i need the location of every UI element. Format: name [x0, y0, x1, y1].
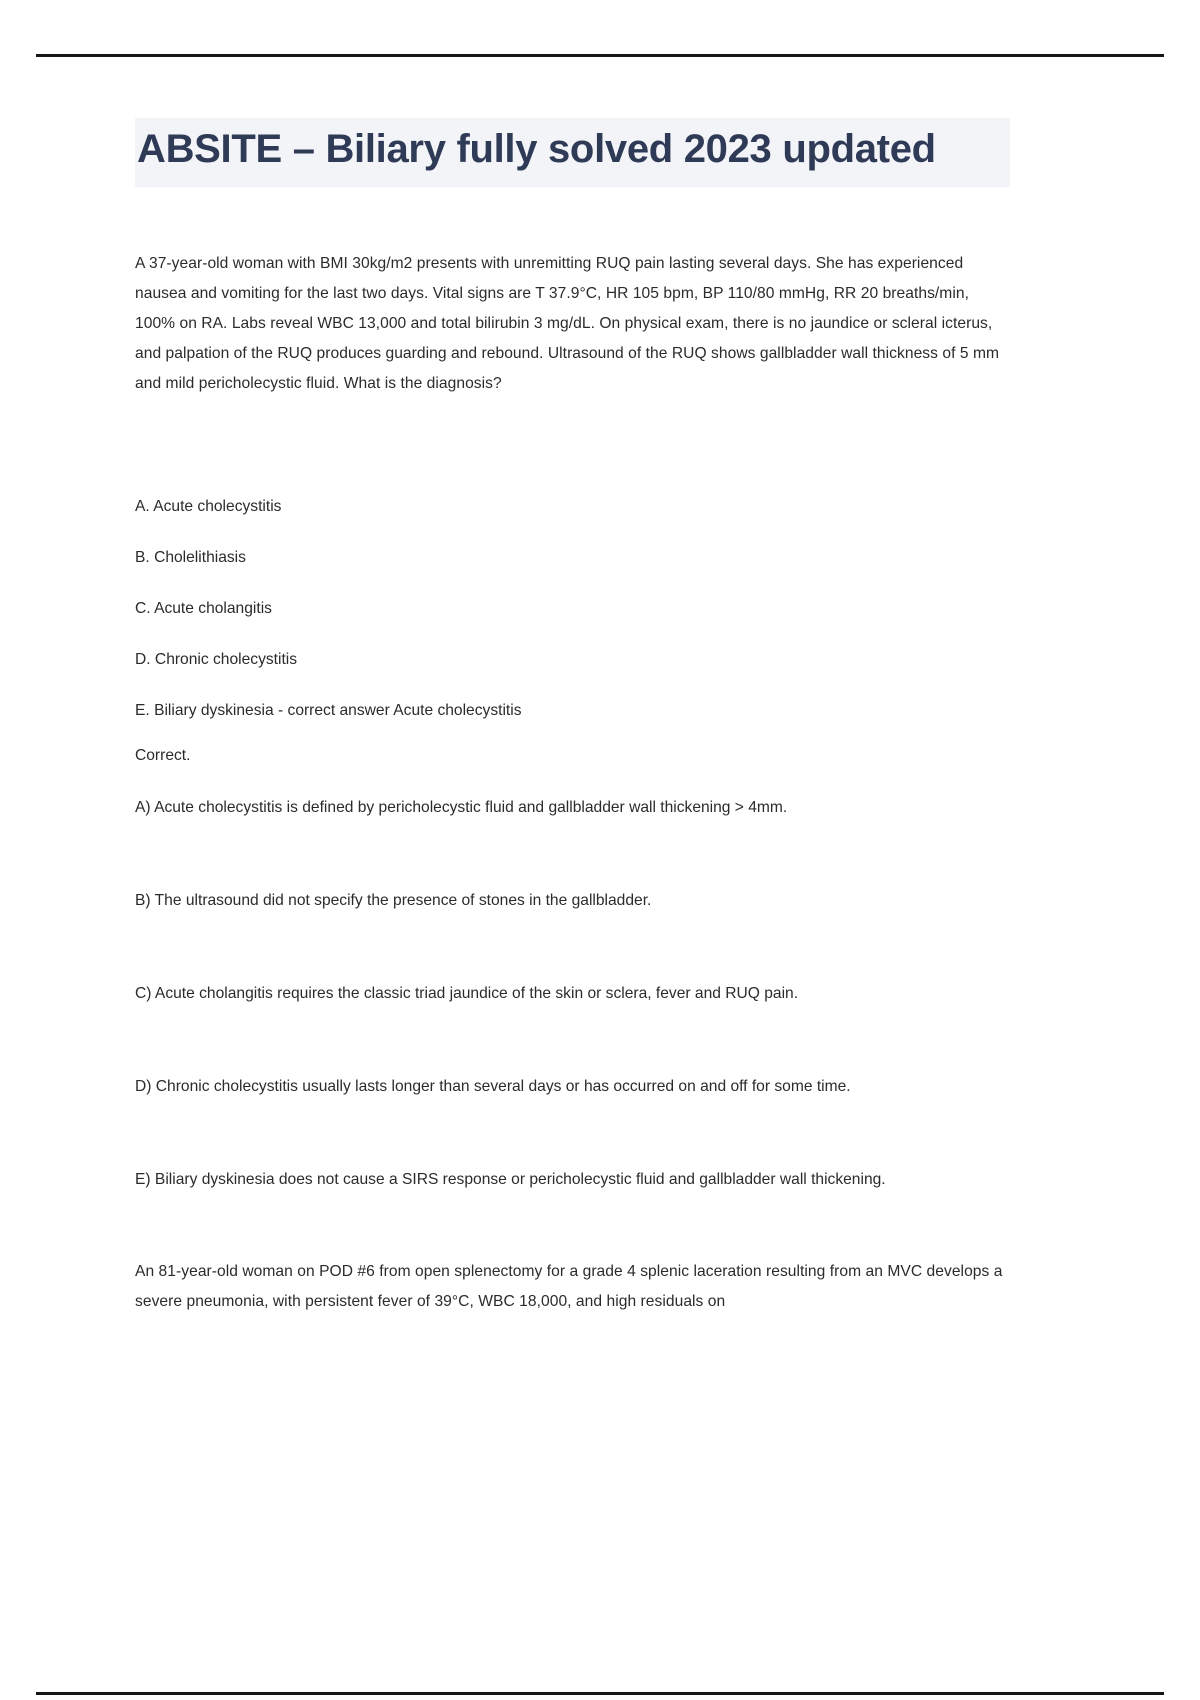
option-d[interactable]: D. Chronic cholecystitis [135, 651, 298, 669]
explanation-e: E) Biliary dyskinesia does not cause a SIRS response or pericholecystic fluid and gallbladder wall thickening. [135, 1171, 886, 1189]
explanation-a: A) Acute cholecystitis is defined by pericholecystic fluid and gallbladder wall thickening > 4mm. [135, 799, 788, 817]
option-e[interactable]: E. Biliary dyskinesia - correct answer Acute cholecystitis [135, 702, 522, 720]
explanation-c: C) Acute cholangitis requires the classic triad jaundice of the skin or sclera, fever and RUQ pain. [135, 985, 799, 1003]
title-banner [135, 118, 1010, 187]
explanation-b: B) The ultrasound did not specify the presence of stones in the gallbladder. [135, 892, 652, 910]
option-a[interactable]: A. Acute cholecystitis [135, 498, 282, 516]
page-title: ABSITE – Biliary fully solved 2023 updated [137, 127, 936, 171]
page-bottom-rule [36, 1692, 1164, 1695]
question-2-vignette: An 81-year-old woman on POD #6 from open splenectomy for a grade 4 splenic laceration resulting from an MVC develops a severe pneumonia, with persistent fever of 39°C, WBC 18,000, and high residuals on [135, 1263, 1003, 1311]
page-top-rule [36, 54, 1164, 57]
question-2-section [135, 1257, 1010, 1317]
option-b[interactable]: B. Cholelithiasis [135, 549, 246, 567]
answer-verdict: Correct. [135, 746, 191, 764]
explanation-d: D) Chronic cholecystitis usually lasts longer than several days or has occurred on and off for some time. [135, 1078, 851, 1096]
question-1-vignette: A 37-year-old woman with BMI 30kg/m2 presents with unremitting RUQ pain lasting several days. She has experienced nausea and vomiting for the last two days. Vital signs are T 37.9°C, HR 105 bpm, BP 110/80 mmHg, RR 20 breaths/min, 100% on RA. Labs reveal WBC 13,000 and total bilirubin 3 mg/dL. On physical exam, there is no jaundice or scleral icterus, and palpation of the RUQ produces guarding and rebound. Ultrasound of the RUQ shows gallbladder wall thickness of 5 mm and mild pericholecystic fluid. What is the diagnosis? [135, 254, 1000, 392]
question-1-section [135, 249, 1010, 1195]
spacer [135, 398, 1010, 494]
document-content [135, 118, 1010, 1317]
question-1-explanations [135, 793, 1010, 1195]
question-1-options [135, 494, 1010, 725]
option-c[interactable]: C. Acute cholangitis [135, 600, 272, 618]
spacer [135, 1195, 1010, 1257]
